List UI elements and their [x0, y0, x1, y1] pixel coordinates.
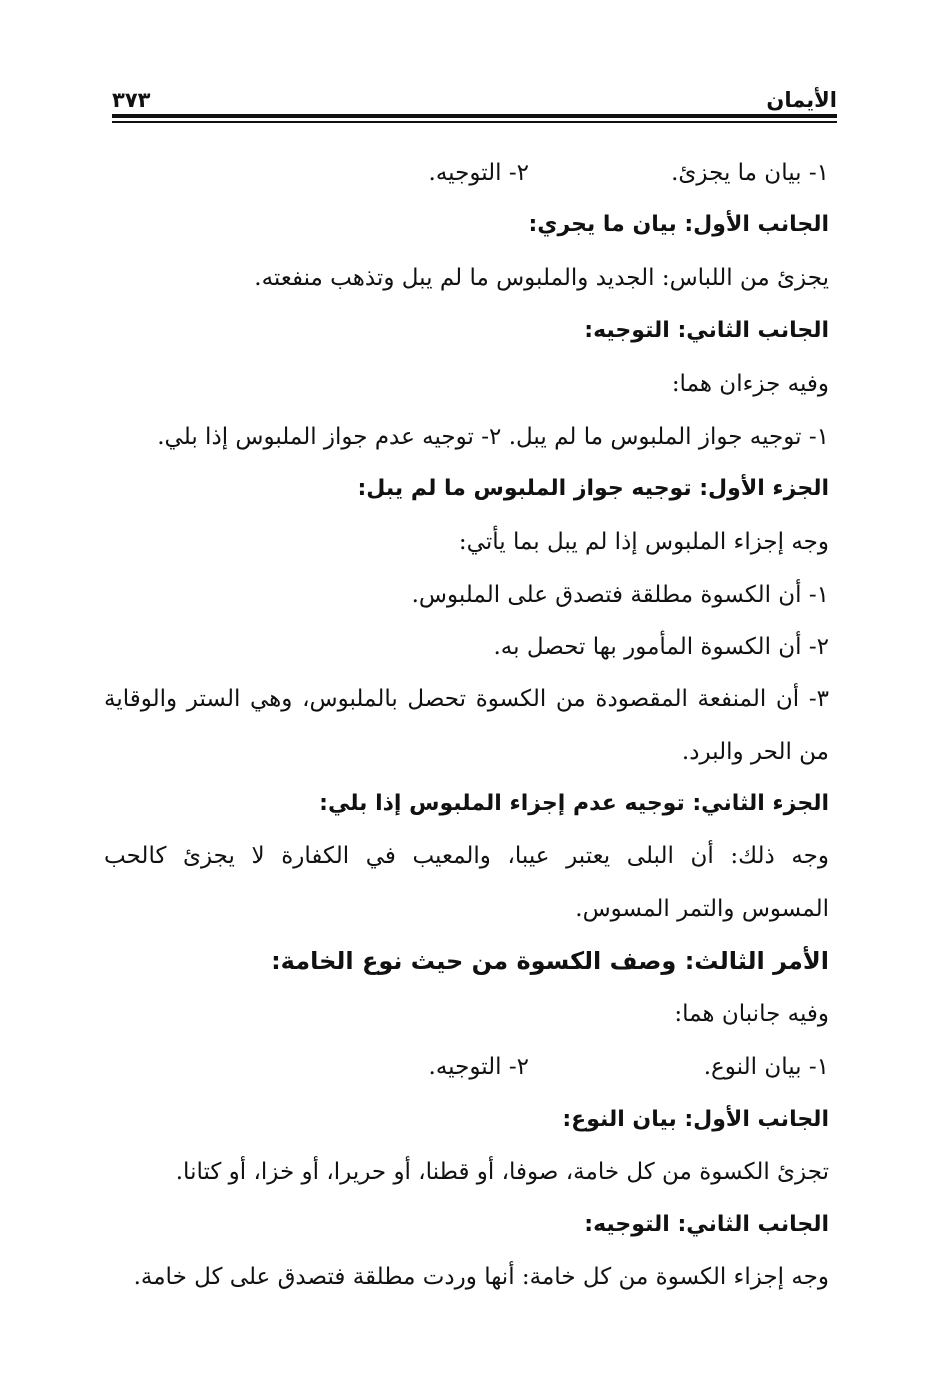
- list-item: ٢- التوجيه.: [428, 1054, 529, 1080]
- header-rule-thick: [112, 114, 837, 118]
- running-header: [112, 82, 837, 112]
- paragraph: يجزئ من اللباس: الجديد والملبوس ما لم يبل وتذهب منفعته.: [254, 265, 829, 291]
- paragraph: وجه ذلك: أن البلى يعتبر عيبا، والمعيب في الكفارة لا يجزئ كالحب: [104, 843, 829, 869]
- section-heading: الجزء الثاني: توجيه عدم إجزاء الملبوس إذا بلي:: [319, 791, 829, 816]
- section-heading: الجانب الأول: بيان النوع:: [562, 1107, 829, 1132]
- list-item: ٢- أن الكسوة المأمور بها تحصل به.: [493, 634, 829, 660]
- list-line: [104, 1050, 829, 1084]
- paragraph: ١- توجيه جواز الملبوس ما لم يبل. ٢- توجيه عدم جواز الملبوس إذا بلي.: [157, 424, 829, 450]
- list-item: ١- أن الكسوة مطلقة فتصدق على الملبوس.: [411, 582, 829, 608]
- section-heading: الجزء الأول: توجيه جواز الملبوس ما لم يبل:: [357, 476, 829, 501]
- paragraph: من الحر والبرد.: [681, 739, 829, 765]
- section-heading: الجانب الثاني: التوجيه:: [584, 1212, 829, 1237]
- list-item: ١- بيان النوع.: [703, 1054, 829, 1080]
- paragraph: وجه إجزاء الكسوة من كل خامة: أنها وردت مطلقة فتصدق على كل خامة.: [133, 1264, 829, 1290]
- section-heading: الجانب الثاني: التوجيه:: [584, 318, 829, 343]
- paragraph: تجزئ الكسوة من كل خامة، صوفا، أو قطنا، أو حريرا، أو خزا، أو كتانا.: [175, 1159, 829, 1185]
- list-item: ١- بيان ما يجزئ.: [671, 160, 829, 186]
- section-heading: الجانب الأول: بيان ما يجري:: [528, 212, 829, 237]
- page-number: ٣٧٣: [112, 88, 151, 112]
- list-line: [104, 156, 829, 190]
- list-item: ٢- التوجيه.: [428, 160, 529, 186]
- paragraph: وفيه جزءان هما:: [671, 371, 829, 397]
- list-item: ٣- أن المنفعة المقصودة من الكسوة تحصل بالملبوس، وهي الستر والوقاية: [104, 686, 829, 712]
- header-rule-thin: [112, 121, 837, 123]
- paragraph: المسوس والتمر المسوس.: [575, 896, 829, 922]
- section-heading: الأمر الثالث: وصف الكسوة من حيث نوع الخامة:: [271, 947, 829, 975]
- paragraph: وجه إجزاء الملبوس إذا لم يبل بما يأتي:: [458, 529, 829, 555]
- header-title: الأيمان: [766, 88, 837, 112]
- paragraph: وفيه جانبان هما:: [674, 1001, 829, 1027]
